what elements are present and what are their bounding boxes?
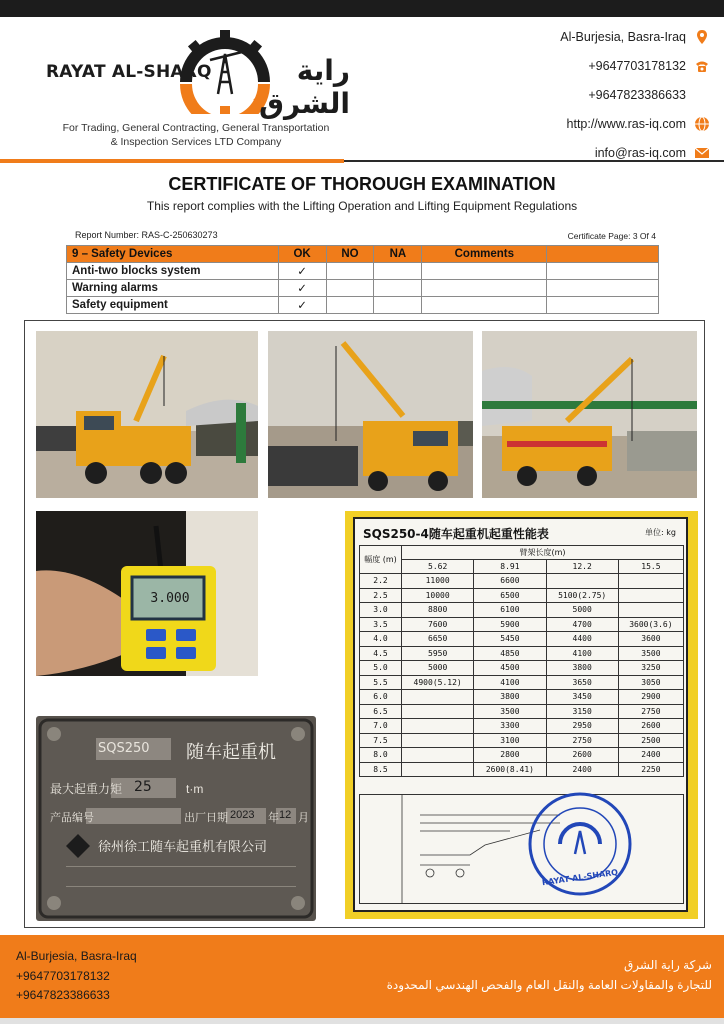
radius-cell: 5.0 xyxy=(360,661,402,676)
capacity-cell: 2800 xyxy=(474,748,546,763)
table-row xyxy=(67,297,659,314)
row-no xyxy=(326,297,374,314)
load-chart-row xyxy=(360,617,684,632)
contact-block xyxy=(490,22,710,167)
header-ok: OK xyxy=(278,246,326,263)
capacity-cell: 4500 xyxy=(474,661,546,676)
logo-text-en: RAYAT AL-SHARQ xyxy=(46,62,212,82)
capacity-cell: 3600 xyxy=(618,632,683,647)
row-extra xyxy=(547,280,659,297)
photo-truck-crane-3 xyxy=(482,331,697,498)
nameplate-model: SQS250 xyxy=(98,741,150,756)
certificate-subtitle: This report complies with the Lifting Operation and Lifting Equipment Regulations xyxy=(146,199,578,213)
header-divider-dark xyxy=(344,160,724,162)
boom-length: 5.62 xyxy=(402,560,474,574)
nameplate-product-label: 产品编号 xyxy=(50,811,94,824)
boom-length: 12.2 xyxy=(546,560,618,574)
footer-contact xyxy=(16,947,137,1006)
load-chart-unit: 单位: kg xyxy=(645,528,676,537)
load-chart-row xyxy=(360,748,684,763)
header-section: 9 – Safety Devices xyxy=(67,246,279,263)
top-bar xyxy=(0,0,724,17)
company-stamp xyxy=(525,789,635,899)
radius-cell: 8.5 xyxy=(360,762,402,777)
phone-icon xyxy=(694,58,710,74)
certificate-page: Certificate Page: 3 Of 4 xyxy=(567,231,656,241)
row-extra xyxy=(547,263,659,280)
row-no xyxy=(326,263,374,280)
capacity-cell: 4850 xyxy=(474,646,546,661)
radius-header: 幅度 (m) xyxy=(360,546,402,574)
report-number: Report Number: RAS-C-250630273 xyxy=(75,230,218,240)
radius-cell: 3.0 xyxy=(360,603,402,618)
load-chart-row xyxy=(360,733,684,748)
table-header-row xyxy=(67,246,659,263)
row-ok: ✓ xyxy=(278,297,326,314)
nameplate-title: 随车起重机 xyxy=(186,742,276,763)
table-row xyxy=(67,280,659,297)
capacity-cell: 3450 xyxy=(546,690,618,705)
contact-address xyxy=(490,22,710,51)
footer-address: Al-Burjesia, Basra-Iraq xyxy=(16,949,137,963)
load-chart-sheet xyxy=(353,517,688,912)
load-chart-table xyxy=(359,545,684,777)
capacity-cell: 6600 xyxy=(474,574,546,589)
capacity-cell: 5900 xyxy=(474,617,546,632)
capacity-cell: 3050 xyxy=(618,675,683,690)
capacity-cell xyxy=(402,733,474,748)
load-chart-row xyxy=(360,603,684,618)
load-chart-row xyxy=(360,574,684,589)
load-chart-row xyxy=(360,661,684,676)
capacity-cell: 7600 xyxy=(402,617,474,632)
capacity-cell: 2400 xyxy=(618,748,683,763)
capacity-cell: 10000 xyxy=(402,588,474,603)
load-chart-row xyxy=(360,762,684,777)
row-na xyxy=(374,280,422,297)
load-chart-row xyxy=(360,675,684,690)
capacity-cell: 2250 xyxy=(618,762,683,777)
radius-cell: 4.0 xyxy=(360,632,402,647)
capacity-cell: 5000 xyxy=(546,603,618,618)
radius-cell: 5.5 xyxy=(360,675,402,690)
logo-subtitle-line2: & Inspection Services LTD Company xyxy=(110,136,282,148)
capacity-cell: 5950 xyxy=(402,646,474,661)
capacity-cell: 6100 xyxy=(474,603,546,618)
nameplate-month-unit: 月 xyxy=(298,811,309,824)
header-extra xyxy=(547,246,659,263)
header-no: NO xyxy=(326,246,374,263)
photo-nameplate xyxy=(36,716,316,921)
location-pin-icon xyxy=(694,29,710,45)
radius-cell: 7.0 xyxy=(360,719,402,734)
capacity-cell: 5000 xyxy=(402,661,474,676)
radius-cell: 8.0 xyxy=(360,748,402,763)
row-comments xyxy=(422,263,547,280)
table-row xyxy=(67,263,659,280)
row-no xyxy=(326,280,374,297)
footer-company-name-ar: شركة راية الشرق xyxy=(623,958,712,972)
capacity-cell: 6500 xyxy=(474,588,546,603)
contact-phone2 xyxy=(490,80,710,109)
header-na: NA xyxy=(374,246,422,263)
load-chart-row xyxy=(360,704,684,719)
load-chart-row xyxy=(360,646,684,661)
photo-load-chart xyxy=(345,511,698,919)
logo-subtitle-line1: For Trading, General Contracting, General Transportation xyxy=(62,122,330,134)
row-na xyxy=(374,263,422,280)
capacity-cell xyxy=(618,574,683,589)
row-comments xyxy=(422,297,547,314)
photo-load-indicator xyxy=(36,511,258,676)
phone1-text[interactable]: +9647703178132 xyxy=(588,58,686,73)
capacity-cell: 3800 xyxy=(474,690,546,705)
capacity-cell xyxy=(618,603,683,618)
nameplate-year-unit: 年 xyxy=(268,811,279,824)
truck-crane-image xyxy=(482,331,697,498)
load-chart-row xyxy=(360,690,684,705)
radius-cell: 6.0 xyxy=(360,690,402,705)
radius-cell: 6.5 xyxy=(360,704,402,719)
capacity-cell: 3300 xyxy=(474,719,546,734)
footer-phone2[interactable]: +9647823386633 xyxy=(16,988,110,1002)
capacity-cell: 3500 xyxy=(474,704,546,719)
globe-icon xyxy=(694,116,710,132)
boom-header: 臂架长度(m) xyxy=(402,546,684,560)
row-ok: ✓ xyxy=(278,280,326,297)
capacity-cell: 3800 xyxy=(546,661,618,676)
photo-truck-crane-1 xyxy=(36,331,258,498)
footer-bottom-strip xyxy=(0,1018,724,1024)
row-item: Anti-two blocks system xyxy=(67,263,279,280)
load-chart-row xyxy=(360,719,684,734)
nameplate-month: 12 xyxy=(279,809,292,821)
website-link[interactable]: http://www.ras-iq.com xyxy=(566,116,686,131)
capacity-cell xyxy=(618,588,683,603)
capacity-cell: 8800 xyxy=(402,603,474,618)
nameplate-year: 2023 xyxy=(230,809,255,821)
radius-cell: 7.5 xyxy=(360,733,402,748)
capacity-cell: 2950 xyxy=(546,719,618,734)
row-item: Warning alarms xyxy=(67,280,279,297)
row-item: Safety equipment xyxy=(67,297,279,314)
email-link[interactable]: info@ras-iq.com xyxy=(594,145,686,160)
company-logo xyxy=(40,24,350,154)
radius-cell: 4.5 xyxy=(360,646,402,661)
boom-length: 8.91 xyxy=(474,560,546,574)
row-comments xyxy=(422,280,547,297)
load-chart-diagram-area xyxy=(359,794,684,904)
capacity-cell: 2600 xyxy=(618,719,683,734)
load-chart-title: SQS250-4随车起重机起重性能表 xyxy=(363,527,549,541)
load-chart-row xyxy=(360,632,684,647)
capacity-cell: 4100 xyxy=(474,675,546,690)
address-text: Al-Burjesia, Basra-Iraq xyxy=(560,29,686,44)
capacity-cell: 3100 xyxy=(474,733,546,748)
radius-cell: 3.5 xyxy=(360,617,402,632)
capacity-cell xyxy=(402,762,474,777)
capacity-cell: 4100 xyxy=(546,646,618,661)
capacity-cell: 2500 xyxy=(618,733,683,748)
photo-truck-crane-2 xyxy=(268,331,473,498)
row-ok: ✓ xyxy=(278,263,326,280)
header-comments: Comments xyxy=(422,246,547,263)
nameplate-moment-label: 最大起重力矩 xyxy=(50,782,123,796)
footer-phone1[interactable]: +9647703178132 xyxy=(16,968,110,983)
row-extra xyxy=(547,297,659,314)
nameplate-maker: 徐州徐工随车起重机有限公司 xyxy=(98,840,268,855)
capacity-cell: 4900(5.12) xyxy=(402,675,474,690)
capacity-cell: 6650 xyxy=(402,632,474,647)
capacity-cell xyxy=(402,748,474,763)
contact-website xyxy=(490,109,710,138)
capacity-cell: 3600(3.6) xyxy=(618,617,683,632)
contact-phone1 xyxy=(490,51,710,80)
contact-email xyxy=(490,138,710,167)
capacity-cell: 2600(8.41) xyxy=(474,762,546,777)
stamp-text: RAYAT AL-SHARQ xyxy=(541,867,619,888)
nameplate-moment-unit: t·m xyxy=(186,782,204,796)
truck-crane-image xyxy=(36,331,258,498)
capacity-cell: 4700 xyxy=(546,617,618,632)
capacity-cell: 3500 xyxy=(618,646,683,661)
capacity-cell xyxy=(402,719,474,734)
phone2-text[interactable]: +9647823386633 xyxy=(588,87,686,102)
capacity-cell: 3650 xyxy=(546,675,618,690)
nameplate-date-label: 出厂日期 xyxy=(184,811,228,824)
load-chart-row xyxy=(360,588,684,603)
envelope-icon xyxy=(694,145,710,161)
truck-crane-image xyxy=(268,331,473,498)
safety-devices-table xyxy=(66,245,659,314)
nameplate-moment-value: 25 xyxy=(134,779,152,795)
capacity-cell: 3150 xyxy=(546,704,618,719)
load-indicator-reading: 3.000 xyxy=(150,591,190,606)
capacity-cell xyxy=(402,704,474,719)
capacity-cell: 5100(2.75) xyxy=(546,588,618,603)
capacity-cell: 2400 xyxy=(546,762,618,777)
capacity-cell: 2900 xyxy=(618,690,683,705)
capacity-cell: 4400 xyxy=(546,632,618,647)
capacity-cell xyxy=(402,690,474,705)
radius-cell: 2.2 xyxy=(360,574,402,589)
photo-evidence-frame xyxy=(24,320,705,928)
header-divider-orange xyxy=(0,159,344,163)
row-na xyxy=(374,297,422,314)
page-footer xyxy=(0,935,724,1024)
footer-company-ar xyxy=(387,955,712,995)
capacity-cell xyxy=(546,574,618,589)
boom-length: 15.5 xyxy=(618,560,683,574)
radius-cell: 2.5 xyxy=(360,588,402,603)
capacity-cell: 11000 xyxy=(402,574,474,589)
capacity-cell: 2750 xyxy=(546,733,618,748)
logo-text-ar: راية الشرق xyxy=(258,54,350,120)
capacity-cell: 2600 xyxy=(546,748,618,763)
certificate-title: CERTIFICATE OF THOROUGH EXAMINATION xyxy=(168,174,556,194)
footer-company-desc-ar: للتجارة والمقاولات العامة والنقل العام والفحص الهندسي المحدودة xyxy=(386,978,712,992)
capacity-cell: 3250 xyxy=(618,661,683,676)
capacity-cell: 5450 xyxy=(474,632,546,647)
capacity-cell: 2750 xyxy=(618,704,683,719)
